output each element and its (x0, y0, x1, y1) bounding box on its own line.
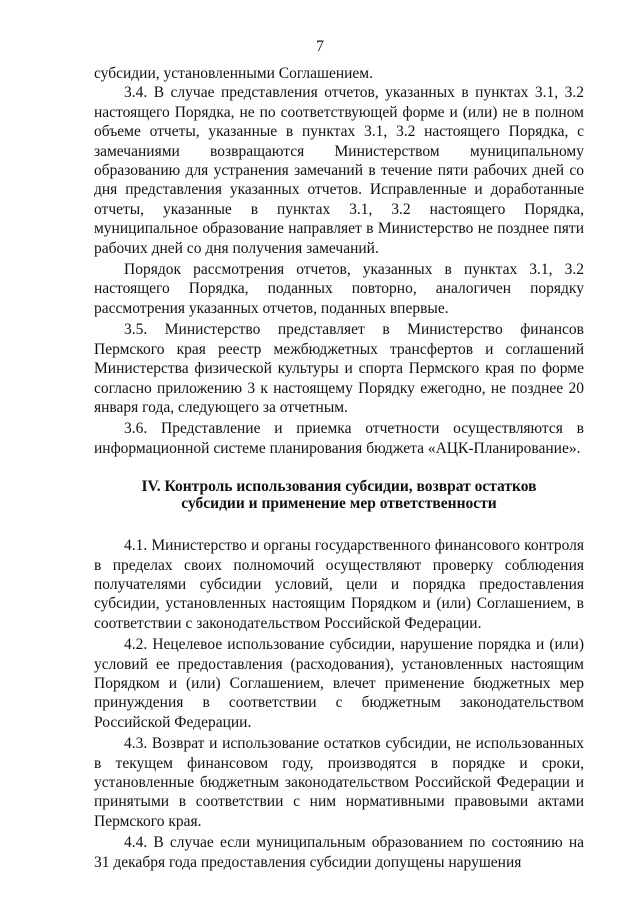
page-number: 7 (316, 38, 324, 55)
paragraph-3-4-review-order: Порядок рассмотрения отчетов, указанных в пунктах 3.1, 3.2 настоящего Порядка, поданных повторно, аналогичен порядку рассмотрения указанных отчетов, поданных впервые. (94, 261, 584, 317)
paragraph-3-4: 3.4. В случае представления отчетов, указанных в пунктах 3.1, 3.2 настоящего Порядка, не по соответствующей форме и (или) не в полном объеме отчеты, указанные в пунктах 3.1, 3.2 настоящего Порядка, с замечаниями возвращаются Министерством муниципальному образованию для устранения замечаний в течение пяти рабочих дней со дня представления указанных отчетов. Исправленные и доработанные отчеты, указанные в пунктах 3.1, 3.2 настоящего Порядка, муниципальное образование направляет в Министерство не позднее пяти рабочих дней со дня получения замечаний. (94, 84, 584, 257)
section-heading (94, 478, 584, 512)
section-heading-line-1: IV. Контроль использования субсидии, возврат остатков (141, 478, 537, 496)
paragraph-4-2: 4.2. Нецелевое использование субсидии, нарушение порядка и (или) условий ее предоставления (расходования), установленных настоящим Порядком и (или) Соглашением, влечет применение бюджетных мер принуждения в соответствии с бюджетным законодательством Российской Федерации. (94, 636, 584, 731)
paragraph-4-1: 4.1. Министерство и органы государственного финансового контроля в пределах своих полномочий осуществляют проверку соблюдения получателями субсидии условий, цели и порядка предоставления субсидии, установленных настоящим Порядком и (или) Соглашением, в соответствии с законодательством Российской Федерации. (94, 537, 584, 632)
paragraph-3-5: 3.5. Министерство представляет в Министерство финансов Пермского края реестр межбюджетных трансфертов и соглашений Министерства физической культуры и спорта Пермского края по форме согласно приложению 3 к настоящему Порядку ежегодно, не позднее 20 января года, следующего за отчетным. (94, 321, 584, 416)
paragraph-4-4: 4.4. В случае если муниципальным образованием по состоянию на 31 декабря года предоставления субсидии допущены нарушения (94, 834, 584, 871)
paragraph-continuation: субсидии, установленными Соглашением. (94, 65, 373, 82)
section-heading-line-2: субсидии и применение мер ответственности (181, 495, 497, 513)
paragraph-4-3: 4.3. Возврат и использование остатков субсидии, не использованных в текущем финансовом году, производятся в порядке и сроки, установленные бюджетным законодательством Российской Федерации и принятыми в соответствии с ним нормативными правовыми актами Пермского края. (94, 735, 584, 830)
document-body (94, 64, 584, 872)
paragraph-3-6: 3.6. Представление и приемка отчетности осуществляются в информационной системе планирования бюджета «АЦК-Планирование». (94, 420, 584, 457)
